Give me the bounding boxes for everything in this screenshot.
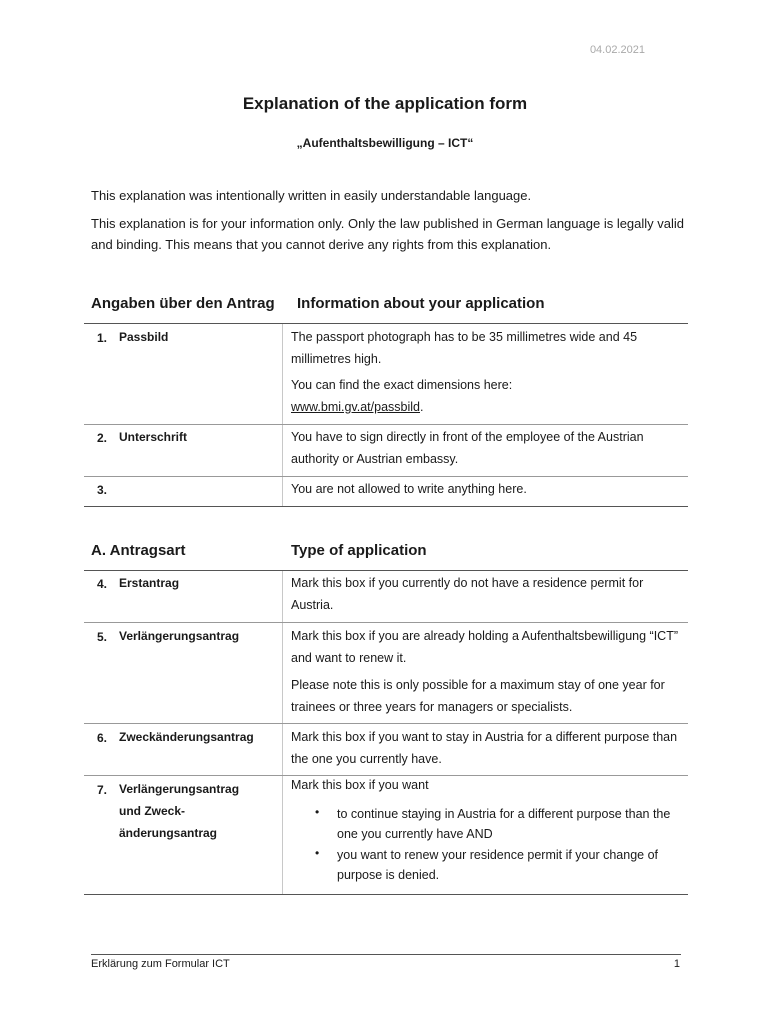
row-description: Mark this box if you want to stay in Austria for a different purpose than the one you currently have. [291,730,678,766]
row-description: The passport photograph has to be 35 millimetres wide and 45 millimetres high. [291,330,638,366]
passbild-link[interactable]: www.bmi.gv.at/passbild [291,400,420,414]
table-divider [84,424,688,425]
document-date: 04.02.2021 [589,44,645,56]
page-title: Explanation of the application form [242,94,528,113]
table-divider [84,723,688,724]
section1-heading-en: Information about your application [297,295,545,312]
row-number: 7. [97,783,108,797]
table-divider [84,323,688,324]
row-description: Mark this box if you want [291,778,429,792]
row-number: 5. [97,630,108,644]
table-divider [84,570,688,571]
intro-paragraph-1: This explanation was intentionally written in easily understandable language. [91,188,532,203]
section2-heading-de: A. Antragsart [91,542,186,559]
row-description: You can find the exact dimensions here: [291,378,513,392]
row-description: Please note this is only possible for a maximum stay of one year for trainees or three years for managers or specialists. [291,678,665,714]
footer-title: Erklärung zum Formular ICT [91,958,230,970]
table-divider [84,506,688,507]
row-label: Passbild [119,330,169,344]
bullet-icon: • [315,805,320,819]
row-number: 6. [97,731,108,745]
section2-heading-en: Type of application [291,542,427,559]
row-number: 3. [97,483,108,497]
row-label: änderungsantrag [119,826,218,840]
column-divider [282,324,283,507]
section1-heading-de: Angaben über den Antrag [91,295,275,312]
row-label: Verlängerungsantrag [119,629,240,643]
row-number: 4. [97,577,108,591]
page-number: 1 [673,958,680,970]
row-label: Zweckänderungsantrag [119,730,254,744]
row-label: Verlängerungsantrag [119,782,240,796]
row-number: 1. [97,331,108,345]
link-suffix: . [420,400,424,414]
row-description: You have to sign directly in front of the employee of the Austrian authority or Austrian embassy. [291,430,644,466]
row-description: You are not allowed to write anything here. [291,482,527,496]
table-divider [84,894,688,895]
row-label: Erstantrag [119,576,180,590]
footer-divider [91,954,681,955]
row-description: Mark this box if you currently do not have a residence permit for Austria. [291,576,644,612]
form-name: „Aufenthaltsbewilligung – ICT“ [296,136,474,150]
intro-paragraph-2: This explanation is for your information only. Only the law published in German language is legally valid and binding. This means that you cannot derive any rights from this explanation. [91,216,685,252]
list-item: to continue staying in Austria for a different purpose than the one you currently have AND [337,807,671,841]
list-item: you want to renew your residence permit if your change of purpose is denied. [337,848,659,882]
row-label: Unterschrift [119,430,188,444]
column-divider [282,571,283,895]
row-number: 2. [97,431,108,445]
table-divider [84,622,688,623]
table-divider [84,476,688,477]
row-label: und Zweck- [119,804,186,818]
bullet-icon: • [315,846,320,860]
row-description: Mark this box if you are already holding a Aufenthaltsbewilligung “ICT” and want to renew it. [291,629,679,665]
